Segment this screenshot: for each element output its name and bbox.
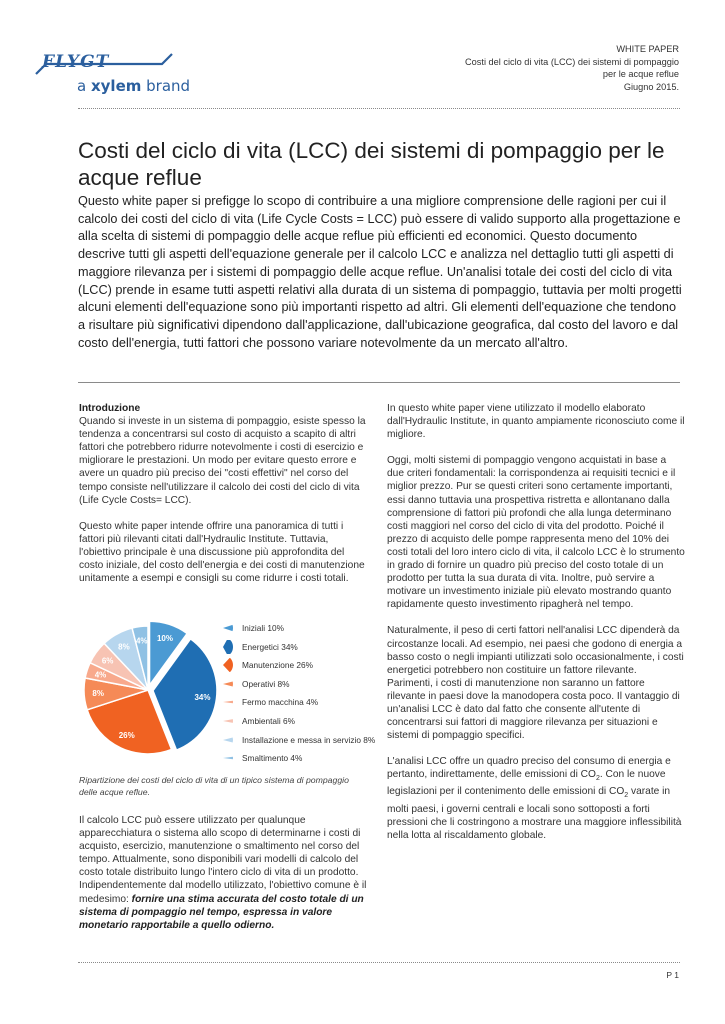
- legend-swatch-icon: [221, 695, 235, 709]
- logo-text: FLYGT: [42, 52, 110, 72]
- legend-item-smaltimento: [221, 751, 302, 765]
- right-paragraph-3: Naturalmente, il peso di certi fattori nell'analisi LCC dipenderà da circostanze locali. Ad esempio, nei paesi che godono di energia a basso costo o negli impianti utilizzati solo occasionalmente, i costi energetici potrebbero non costituire un fattore rilevante. Parimenti, i costi di manutenzione non saranno un fattore rilevante in paesi dove la manodopera costa poco. Il vantaggio di un'analisi LCC è dato dal fatto che consente all'utente di concentrarsi sui fattori di maggiore rilevanza per situazioni e sistemi di pompaggio specifici.: [387, 625, 684, 742]
- logo-tagline: [77, 77, 190, 95]
- legend-swatch-icon: [221, 621, 235, 635]
- lcc-paragraph-text: Il calcolo LCC può essere utilizzato per qualunque apparecchiatura o sistema allo scopo di determinarne i costi di acquisto, esercizio, manutenzione o smaltimento nel corso del tempo. Attualmente, sono disponibili vari modelli di calcolo del costo totale distribuito lungo l'intero ciclo di vita di un prodotto. Indipendentemente dal modello utilizzato, l'obiettivo comune è il medesimo:: [79, 815, 367, 905]
- legend-item-fermo-macchina: [221, 695, 318, 709]
- tagline-prefix: a: [77, 77, 91, 95]
- pie-label-energetici: 34%: [194, 692, 211, 702]
- page-title: Costi del ciclo di vita (LCC) dei sistemi di pompaggio per le acque reflue: [78, 138, 665, 190]
- legend-label: Fermo macchina 4%: [242, 697, 319, 708]
- p4-part-a: L'analisi LCC offre un quadro preciso del consumo di energia e pertanto, indirettamente, delle emissioni di CO: [387, 756, 671, 781]
- lcc-emphasis: fornire una stima accurata del costo totale di un sistema di pompaggio nel tempo, espressa in valore monetario rapportabile a quello odierno.: [79, 893, 364, 931]
- pie-label-ambientali: 6%: [101, 656, 114, 666]
- lcc-paragraph: [79, 814, 371, 932]
- legend-item-iniziali: [221, 621, 284, 635]
- legend-item-energetici: [221, 640, 298, 654]
- left-column-top: [79, 402, 371, 585]
- legend-swatch-icon: [221, 751, 235, 765]
- right-paragraph-1: In questo white paper viene utilizzato il modello elaborato dall'Hydraulic Institute, in quanto ampiamente riconosciuto come il migliore.: [387, 403, 685, 441]
- legend-item-ambientali: [221, 714, 295, 728]
- pie-label-operativi: 8%: [92, 689, 104, 699]
- lead-paragraph: Questo white paper si prefigge lo scopo di contribuire a una migliore comprensione delle ragioni per cui il calcolo dei costi del ciclo di vita (Life Cycle Costs = LCC) può essere di valido supporto alla progettazione e alla scelta di sistemi di pompaggio delle acque reflue più efficienti ed economici. Questo documento descrive tutti gli aspetti dell'equazione generale per il calcolo LCC e analizza nel dettaglio tutti gli aspetti di maggiore rilevanza per i sistemi di pompaggio delle acque reflue. Un'analisi totale dei costi del ciclo di vita (LCC) prende in esame tutti aspetti relativi alla durata di un sistema di pompaggio, tuttavia per molti progetti alcuni elementi dell'equazione sono più importanti rispetto ad altri. Gli elementi dell'equazione che tendono a risultare più significativi dipendono dall'applicazione, dall'ubicazione geografica, dal costo del lavoro e dal costo dell'energia, tutti fattori che possono variare notevolmente da un mercato all'altro.: [78, 194, 682, 350]
- pie-label-smaltimento: 4%: [135, 636, 148, 646]
- p4-part-c: varate in molti paesi, i governi centrali e locali sono sottoposti a forti pressioni che li costringono a mostrare una maggiore inflessibilità nella lotta al riscaldamento globale.: [387, 786, 682, 841]
- legend-swatch-icon: [221, 733, 235, 747]
- legend-swatch-icon: [221, 714, 235, 728]
- legend-label: Energetici 34%: [242, 641, 298, 652]
- intro-paragraph-1: Quando si investe in un sistema di pompaggio, esiste spesso la tendenza a concentrarsi sul costo di acquisto a scapito di altri fattori che potrebbero ridurre notevolmente i costi di esercizio e migliorare le prestazioni. Un modo per evitare questo errore e avere un quadro più preciso dei "costi effettivi" nel corso del tempo consiste nell'utilizzare il calcolo dei costi del ciclo di vita (Life Cycle Costs= LCC).: [79, 416, 366, 506]
- legend-swatch-icon: [221, 677, 235, 691]
- legend-label: Manutenzione 26%: [242, 660, 314, 671]
- doc-subtitle-line-2: per le acque reflue: [602, 69, 679, 80]
- header-divider: [78, 108, 680, 109]
- co2-subscript-1: 2: [595, 775, 600, 783]
- flygt-logo: [34, 48, 174, 78]
- pie-label-iniziali: 10%: [156, 633, 173, 643]
- right-column: [387, 402, 685, 842]
- right-paragraph-2: Oggi, molti sistemi di pompaggio vengono acquistati in base a due criteri fondamentali: la corrispondenza ai requisiti tecnici e il miglior prezzo. Pur se questi criteri sono certamente importanti, essi danno tuttavia una prospettiva ristretta e allontanano dalla comprensione di fattori più profondi che alla lunga determinano costi maggiori nel corso del ciclo di vita del prodotto. Poiché il prezzo di acquisto delle pompe rappresenta meno del 10% dei costi totali del loro intero ciclo di vita, il calcolo LCC è lo strumento in grado di fornire un quadro più preciso del costo totale di un prodotto per tutta la sua durata di vita. Inoltre, può servire a motivare un investimento iniziale più elevato mostrando quanto rapidamente questo investimento ripagherà nel tempo.: [387, 455, 685, 611]
- co2-subscript-2: 2: [624, 792, 629, 800]
- left-column-bottom: [79, 814, 371, 932]
- legend-item-manutenzione: [221, 658, 313, 672]
- legend-item-operativi: [221, 677, 290, 691]
- legend-label: Iniziali 10%: [242, 623, 284, 633]
- pie-label-installazione-e-messa-in-servizio: 8%: [118, 642, 130, 652]
- tagline-brand: xylem: [90, 77, 142, 95]
- intro-heading: Introduzione: [79, 403, 141, 414]
- pie-label-manutenzione: 26%: [118, 731, 135, 741]
- p4-part-b: . Con le nuove legislazioni per il contenimento delle emissioni di CO: [387, 769, 666, 798]
- section-rule: [78, 382, 680, 383]
- document-meta: [349, 43, 679, 93]
- legend-item-installazione-e-messa-in-servizio: [221, 733, 375, 747]
- chart-caption: Ripartizione dei costi del ciclo di vita di un tipico sistema di pompaggio delle acque reflue.: [79, 775, 349, 797]
- page-number: P 1: [666, 970, 679, 980]
- legend-label: Operativi 8%: [242, 678, 290, 689]
- doc-date: Giugno 2015.: [623, 81, 679, 92]
- tagline-suffix: brand: [141, 77, 191, 95]
- right-paragraph-4: [387, 755, 685, 842]
- legend-label: Smaltimento 4%: [242, 753, 303, 764]
- doc-type: WHITE PAPER: [616, 44, 679, 54]
- legend-swatch-icon: [221, 658, 235, 672]
- doc-subtitle-line-1: Costi del ciclo di vita (LCC) dei sistemi di pompaggio: [465, 56, 679, 67]
- legend-swatch-icon: [221, 640, 235, 654]
- legend-label: Installazione e messa in servizio 8%: [242, 734, 376, 745]
- legend-label: Ambientali 6%: [242, 716, 296, 726]
- pie-label-fermo-macchina: 4%: [94, 670, 107, 680]
- intro-paragraph-2: Questo white paper intende offrire una panoramica di tutti i fattori più rilevanti citati dall'Hydraulic Institute. Tuttavia, l'obiettivo principale è una discussione più approfondita del costo iniziale, del costo dell'energia e dei costi di manutenzione unitamente a esempi e consigli su come ridurre i costi totali.: [79, 520, 365, 585]
- cost-pie-chart: [78, 612, 220, 767]
- footer-divider: [78, 962, 680, 963]
